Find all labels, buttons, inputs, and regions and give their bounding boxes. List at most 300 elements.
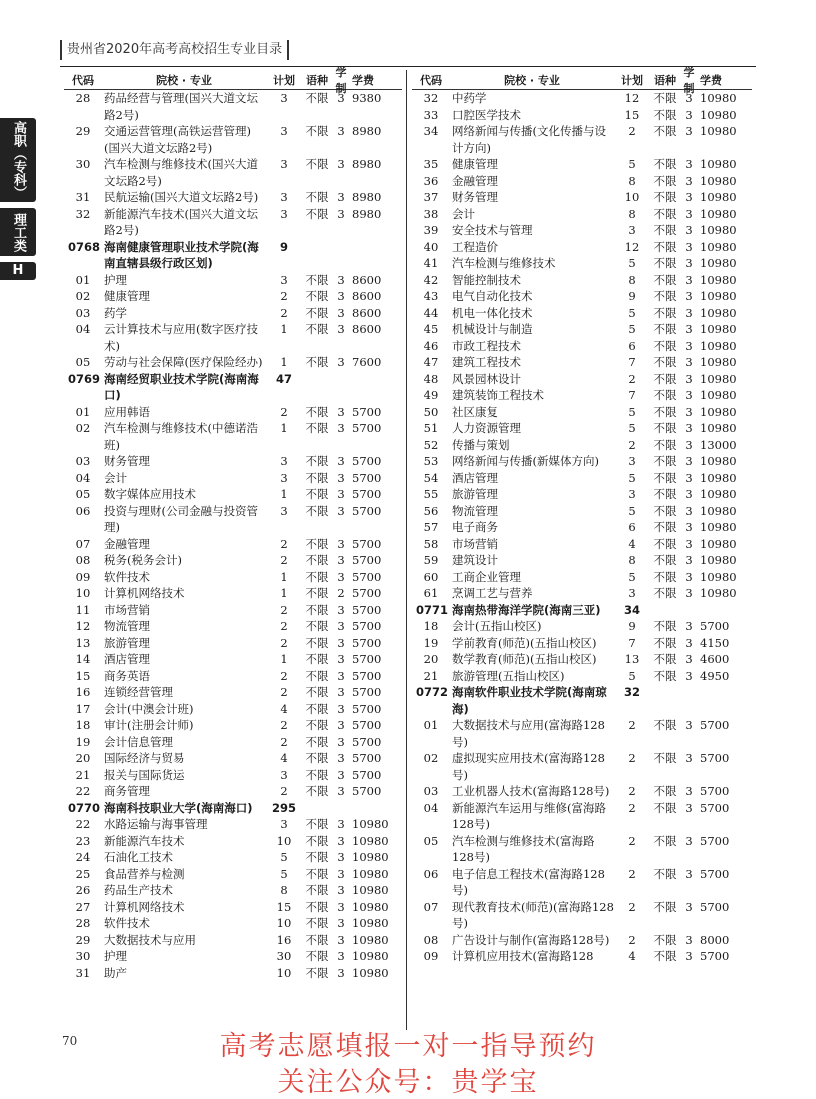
row-fee: 5700 [352, 404, 382, 419]
row-language: 不限 [653, 305, 677, 320]
row-code: 26 [75, 883, 91, 897]
row-name: 商务英语 [104, 668, 150, 683]
row-code: 27 [75, 899, 91, 914]
row-plan: 4 [280, 701, 288, 716]
row-duration: 3 [337, 635, 345, 650]
row-plan: 3 [280, 767, 288, 782]
row-plan: 2 [628, 800, 636, 815]
row-name: 劳动与社会保障(医疗保险经办) [104, 355, 263, 369]
row-duration: 3 [685, 305, 693, 320]
row-plan: 47 [275, 371, 292, 386]
row-fee: 10980 [700, 91, 737, 105]
row-plan: 10 [624, 190, 640, 204]
row-code: 10 [75, 586, 91, 600]
row-plan: 2 [628, 751, 636, 765]
row-duration: 3 [337, 206, 345, 221]
major-row [412, 222, 752, 239]
row-language: 不限 [653, 470, 677, 485]
header-duration: 学制 [683, 65, 695, 95]
major-row [412, 173, 752, 190]
row-plan: 3 [280, 503, 288, 518]
major-row [64, 651, 402, 668]
row-code: 22 [75, 784, 91, 798]
row-duration: 3 [685, 157, 693, 171]
row-name: 金融管理 [104, 536, 150, 551]
row-plan: 3 [280, 124, 288, 138]
row-code: 05 [75, 487, 91, 501]
major-row [412, 288, 752, 305]
row-fee: 5700 [352, 602, 382, 617]
row-code: 07 [423, 899, 439, 914]
row-code: 31 [75, 190, 91, 204]
row-fee: 10980 [700, 487, 737, 501]
row-plan: 8 [280, 883, 288, 897]
row-plan: 2 [280, 668, 288, 683]
major-row [412, 899, 752, 932]
row-fee: 10980 [700, 536, 737, 551]
row-language: 不限 [305, 916, 329, 930]
major-row [64, 701, 402, 718]
row-fee: 10980 [352, 932, 389, 947]
row-name: 新能源汽车技术(国兴大道文坛路2号) [104, 206, 258, 237]
row-language: 不限 [305, 536, 329, 551]
major-row [64, 618, 402, 635]
row-duration: 3 [337, 668, 345, 683]
row-duration: 3 [685, 223, 693, 237]
row-plan: 5 [628, 404, 636, 419]
row-duration: 3 [685, 470, 693, 485]
row-plan: 9 [628, 619, 636, 633]
row-code: 0770 [68, 800, 101, 815]
row-plan: 2 [628, 437, 636, 452]
major-row [412, 338, 752, 355]
row-duration: 3 [337, 355, 345, 369]
major-row [64, 288, 402, 305]
row-language: 不限 [305, 404, 329, 419]
major-row [64, 486, 402, 503]
row-code: 51 [423, 421, 439, 435]
header-name: 院校 · 专业 [156, 73, 212, 87]
row-plan: 2 [280, 289, 288, 303]
row-code: 53 [423, 454, 439, 468]
row-fee: 10980 [700, 305, 737, 320]
row-fee: 5700 [352, 635, 382, 650]
major-row [64, 354, 402, 371]
row-duration: 3 [685, 784, 693, 798]
row-plan: 3 [280, 272, 288, 287]
row-duration: 3 [685, 932, 693, 947]
header-duration: 学制 [335, 65, 347, 95]
row-name: 会计(五指山校区) [452, 619, 542, 633]
row-code: 09 [75, 569, 91, 584]
major-row [64, 899, 402, 916]
page-header-title: 贵州省2020年高考高校招生专业目录 [60, 40, 289, 60]
major-row [412, 519, 752, 536]
major-row [412, 503, 752, 520]
row-plan: 1 [280, 652, 288, 666]
row-plan: 2 [280, 619, 288, 633]
row-plan: 6 [628, 520, 636, 534]
row-code: 43 [423, 289, 439, 303]
row-fee: 10980 [700, 272, 737, 287]
row-plan: 10 [276, 965, 292, 980]
row-plan: 5 [628, 569, 636, 584]
row-language: 不限 [305, 586, 329, 600]
row-code: 17 [75, 701, 91, 716]
school-row [64, 371, 402, 404]
row-plan: 8 [628, 553, 636, 567]
row-name: 健康管理 [452, 157, 498, 171]
row-duration: 3 [337, 157, 345, 171]
row-plan: 4 [628, 949, 636, 963]
row-plan: 1 [280, 322, 288, 336]
row-fee: 10980 [700, 322, 737, 336]
row-language: 不限 [305, 833, 329, 848]
row-duration: 3 [337, 487, 345, 501]
row-fee: 5700 [352, 421, 382, 435]
row-plan: 2 [280, 536, 288, 551]
row-language: 不限 [305, 272, 329, 287]
row-code: 02 [75, 289, 91, 303]
row-name: 计算机网络技术 [104, 899, 185, 914]
row-name: 汽车检测与维修技术(中德诺浩班) [104, 421, 258, 452]
row-language: 不限 [653, 536, 677, 551]
row-code: 18 [423, 619, 439, 633]
major-row [412, 750, 752, 783]
row-fee: 10980 [700, 190, 737, 204]
row-fee: 10980 [700, 206, 737, 221]
row-plan: 3 [628, 454, 636, 468]
row-plan: 2 [628, 124, 636, 138]
row-duration: 3 [337, 718, 345, 732]
row-language: 不限 [305, 190, 329, 204]
row-duration: 3 [685, 520, 693, 534]
row-plan: 2 [280, 718, 288, 732]
row-name: 金融管理 [452, 173, 498, 188]
row-plan: 2 [628, 371, 636, 386]
right-table [412, 65, 752, 965]
row-code: 0772 [416, 685, 449, 699]
row-language: 不限 [305, 487, 329, 501]
row-code: 06 [423, 866, 439, 881]
row-fee: 5700 [352, 503, 382, 518]
row-plan: 5 [280, 866, 288, 881]
row-language: 不限 [653, 487, 677, 501]
row-duration: 3 [337, 619, 345, 633]
major-row [64, 420, 402, 453]
row-code: 0771 [416, 602, 449, 617]
header-fee: 学费 [352, 73, 374, 87]
right-table-header [412, 65, 752, 95]
row-code: 28 [75, 91, 91, 105]
row-duration: 3 [685, 190, 693, 204]
row-duration: 3 [337, 866, 345, 881]
row-name: 市场营销 [452, 536, 498, 551]
row-duration: 3 [337, 751, 345, 765]
header-plan: 计划 [621, 73, 643, 87]
row-language: 不限 [653, 272, 677, 287]
row-language: 不限 [653, 454, 677, 468]
row-plan: 13 [624, 652, 640, 666]
row-plan: 4 [628, 536, 636, 551]
header-plan: 计划 [273, 73, 295, 87]
major-row [64, 635, 402, 652]
row-plan: 3 [628, 586, 636, 600]
row-name: 广告设计与制作(富海路128号) [452, 932, 610, 947]
row-name: 建筑工程技术 [452, 355, 521, 369]
row-plan: 8 [628, 206, 636, 221]
row-language: 不限 [653, 421, 677, 435]
row-name: 商务管理 [104, 784, 150, 798]
major-row [412, 272, 752, 289]
row-language: 不限 [653, 107, 677, 122]
major-row [412, 239, 752, 256]
page-number: 70 [62, 1034, 78, 1048]
row-duration: 3 [337, 553, 345, 567]
row-code: 21 [423, 668, 439, 683]
row-code: 09 [423, 949, 439, 963]
side-tab-category [0, 208, 36, 256]
row-fee: 7600 [352, 355, 382, 369]
row-language: 不限 [653, 635, 677, 650]
row-code: 38 [423, 206, 439, 221]
row-name: 电子信息工程技术(富海路128号) [452, 866, 605, 897]
row-fee: 5700 [700, 833, 730, 848]
row-code: 12 [75, 619, 91, 633]
row-code: 05 [423, 833, 439, 848]
row-name: 应用韩语 [104, 404, 150, 419]
row-duration: 3 [685, 866, 693, 881]
header-lang: 语种 [654, 73, 676, 87]
row-code: 01 [75, 404, 91, 419]
row-duration: 3 [685, 718, 693, 732]
row-code: 06 [75, 503, 91, 518]
row-name: 社区康复 [452, 404, 498, 419]
row-language: 不限 [305, 91, 329, 105]
row-language: 不限 [305, 965, 329, 980]
major-row [64, 965, 402, 982]
row-plan: 5 [628, 503, 636, 518]
row-duration: 3 [337, 305, 345, 320]
row-name: 财务管理 [104, 454, 150, 468]
row-language: 不限 [305, 421, 329, 435]
major-row [412, 668, 752, 685]
row-fee: 5700 [700, 899, 730, 914]
row-language: 不限 [653, 223, 677, 237]
row-fee: 5700 [700, 718, 730, 732]
row-fee: 5700 [700, 800, 730, 815]
row-language: 不限 [305, 635, 329, 650]
row-code: 29 [75, 932, 91, 947]
row-fee: 5700 [700, 751, 730, 765]
row-name: 网络新闻与传播(文化传播与设计方向) [452, 124, 606, 155]
watermark-line-1: 高考志愿填报一对一指导预约 [219, 1031, 597, 1062]
row-code: 24 [75, 850, 91, 864]
major-row [412, 948, 752, 965]
row-name: 传播与策划 [452, 437, 510, 452]
row-plan: 12 [624, 91, 640, 105]
row-name: 海南健康管理职业技术学院(海南直辖县级行政区划) [104, 239, 259, 270]
row-language: 不限 [653, 751, 677, 765]
row-fee: 10980 [700, 586, 737, 600]
header-rule [60, 66, 756, 67]
row-plan: 2 [280, 685, 288, 699]
row-plan: 2 [280, 734, 288, 749]
row-duration: 3 [685, 239, 693, 254]
major-row [64, 585, 402, 602]
major-row [412, 486, 752, 503]
row-language: 不限 [305, 124, 329, 138]
row-name: 智能控制技术 [452, 272, 521, 287]
row-language: 不限 [653, 388, 677, 402]
major-row [64, 404, 402, 421]
row-duration: 3 [337, 949, 345, 963]
row-name: 水路运输与海事管理 [104, 817, 208, 831]
header-code: 代码 [72, 73, 94, 87]
row-code: 23 [75, 833, 91, 848]
row-fee: 8980 [352, 124, 382, 138]
major-row [64, 717, 402, 734]
row-code: 01 [423, 718, 439, 732]
row-plan: 2 [628, 833, 636, 848]
row-name: 烹调工艺与营养 [452, 586, 533, 600]
row-name: 安全技术与管理 [452, 223, 533, 237]
row-language: 不限 [305, 701, 329, 716]
major-row [412, 189, 752, 206]
row-language: 不限 [653, 520, 677, 534]
row-name: 风景园林设计 [452, 371, 521, 386]
row-fee: 5700 [352, 536, 382, 551]
row-name: 海南科技职业大学(海南海口) [104, 800, 253, 815]
row-code: 13 [75, 635, 91, 650]
major-row [412, 206, 752, 223]
row-plan: 2 [628, 899, 636, 914]
row-plan: 3 [628, 223, 636, 237]
row-fee: 5700 [352, 470, 382, 485]
row-name: 计算机网络技术 [104, 586, 185, 600]
row-plan: 1 [280, 355, 288, 369]
row-code: 04 [75, 322, 91, 336]
row-name: 工程造价 [452, 239, 498, 254]
row-duration: 3 [337, 899, 345, 914]
row-name: 软件技术 [104, 916, 150, 930]
row-code: 39 [423, 223, 439, 237]
row-duration: 3 [337, 767, 345, 782]
row-code: 18 [75, 718, 91, 732]
major-row [64, 734, 402, 751]
row-name: 市场营销 [104, 602, 150, 617]
row-plan: 1 [280, 586, 288, 600]
row-duration: 3 [337, 602, 345, 617]
row-code: 04 [423, 800, 439, 815]
row-fee: 4150 [700, 635, 730, 650]
row-plan: 3 [280, 817, 288, 831]
row-name: 药品经营与管理(国兴大道文坛路2号) [104, 91, 258, 122]
row-fee: 5700 [352, 619, 382, 633]
major-row [64, 948, 402, 965]
row-language: 不限 [305, 932, 329, 947]
row-plan: 3 [628, 487, 636, 501]
left-table [64, 65, 402, 981]
row-fee: 10980 [700, 454, 737, 468]
row-language: 不限 [305, 883, 329, 897]
row-name: 海南经贸职业技术学院(海南海口) [104, 371, 259, 402]
row-duration: 3 [685, 833, 693, 848]
row-fee: 10980 [352, 883, 389, 897]
major-row [412, 783, 752, 800]
row-code: 60 [423, 569, 439, 584]
row-language: 不限 [305, 470, 329, 485]
row-plan: 2 [628, 784, 636, 798]
row-language: 不限 [653, 355, 677, 369]
row-name: 财务管理 [452, 190, 498, 204]
row-name: 电气自动化技术 [452, 289, 533, 303]
major-row [412, 404, 752, 421]
row-name: 会计 [452, 206, 475, 221]
row-code: 19 [423, 635, 439, 650]
row-language: 不限 [305, 866, 329, 881]
row-language: 不限 [305, 767, 329, 782]
row-duration: 3 [685, 371, 693, 386]
header-code: 代码 [420, 73, 442, 87]
row-fee: 5700 [352, 454, 382, 468]
row-plan: 5 [628, 470, 636, 485]
row-plan: 2 [628, 932, 636, 947]
major-row [64, 932, 402, 949]
row-code: 02 [75, 421, 91, 435]
row-plan: 2 [280, 602, 288, 617]
side-tab-level-label: 高职（专科） [11, 121, 26, 199]
major-row [64, 321, 402, 354]
major-row [412, 255, 752, 272]
row-code: 03 [75, 454, 91, 468]
row-fee: 10980 [700, 404, 737, 419]
row-code: 03 [423, 784, 439, 798]
row-plan: 7 [628, 355, 636, 369]
row-name: 云计算技术与应用(数字医疗技术) [104, 322, 258, 353]
row-plan: 6 [628, 338, 636, 353]
row-plan: 3 [280, 190, 288, 204]
row-name: 会计 [104, 470, 127, 485]
row-code: 57 [423, 520, 439, 534]
row-duration: 3 [685, 553, 693, 567]
row-plan: 2 [280, 784, 288, 798]
row-plan: 3 [280, 91, 288, 105]
major-row [412, 437, 752, 454]
major-row [64, 783, 402, 800]
row-duration: 3 [685, 586, 693, 600]
row-duration: 3 [337, 536, 345, 551]
row-fee: 10980 [700, 470, 737, 485]
row-plan: 7 [628, 388, 636, 402]
row-duration: 3 [685, 635, 693, 650]
row-language: 不限 [305, 734, 329, 749]
row-fee: 10980 [700, 256, 737, 270]
row-fee: 8000 [700, 932, 730, 947]
row-name: 旅游管理(五指山校区) [452, 668, 565, 683]
row-fee: 10980 [700, 520, 737, 534]
row-duration: 3 [337, 833, 345, 848]
row-code: 59 [423, 553, 439, 567]
row-duration: 3 [337, 322, 345, 336]
row-name: 交通运营管理(高铁运营管理)(国兴大道文坛路2号) [104, 124, 251, 155]
row-code: 02 [423, 751, 439, 765]
row-duration: 3 [685, 751, 693, 765]
row-name: 药学 [104, 305, 127, 320]
major-row [64, 816, 402, 833]
row-fee: 10980 [352, 866, 389, 881]
row-name: 新能源汽车技术 [104, 833, 185, 848]
